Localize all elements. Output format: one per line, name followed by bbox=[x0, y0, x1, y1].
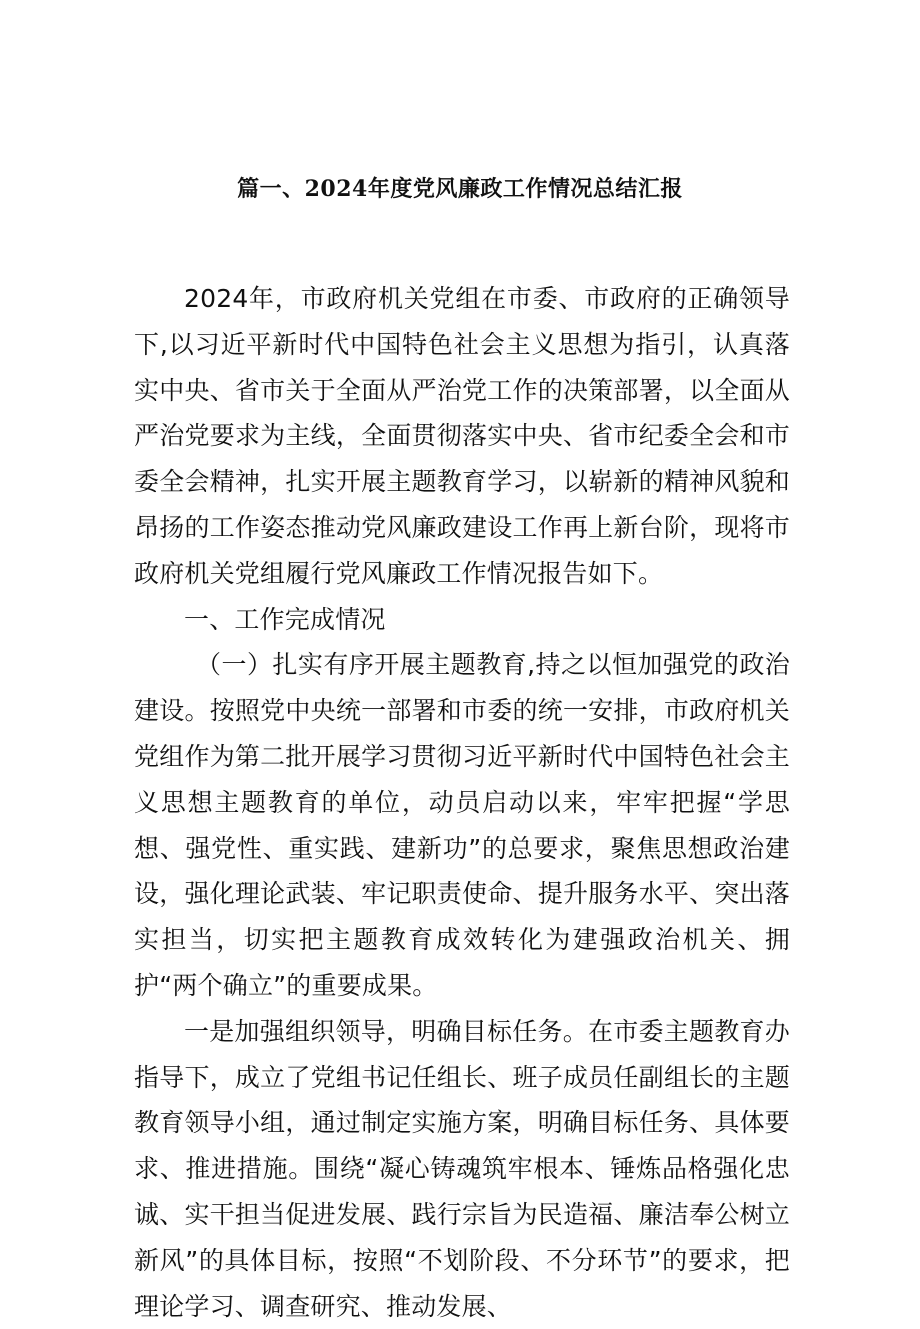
body-paragraph: 一是加强组织领导，明确目标任务。在市委主题教育办指导下，成立了党组书记任组长、班子成员任副组长的主题教育领导小组，通过制定实施方案，明确目标任务、具体要求、推进措施。围绕“凝心铸魂筑牢根本、锤炼品格强化忠诚、实干担当促进发展、践行宗旨为民造福、廉洁奉公树立新风”的具体目标，按照“不划阶段、不分环节”的要求，把理论学习、调查研究、推动发展、 bbox=[134, 1016, 790, 1321]
section-heading: 一、工作完成情况 bbox=[184, 604, 386, 634]
document-body bbox=[134, 276, 790, 1329]
intro-paragraph: 2024年，市政府机关党组在市委、市政府的正确领导下,以习近平新时代中国特色社会主义思想为指引，认真落实中央、省市关于全面从严治党工作的决策部署，以全面从严治党要求为主线，全面贯彻落实中央、省市纪委全会和市委全会精神，扎实开展主题教育学习，以崭新的精神风貌和昂扬的工作姿态推动党风廉政建设工作再上新台阶，现将市政府机关党组履行党风廉政工作情况报告如下。 bbox=[134, 284, 790, 588]
subsection-paragraph: （一）扎实有序开展主题教育,持之以恒加强党的政治建设。按照党中央统一部署和市委的统一安排，市政府机关党组作为第二批开展学习贯彻习近平新时代中国特色社会主义思想主题教育的单位，动员启动以来，牢牢把握“学思想、强党性、重实践、建新功”的总要求，聚焦思想政治建设，强化理论武装、牢记职责使命、提升服务水平、突出落实担当，切实把主题教育成效转化为建强政治机关、拥护“两个确立”的重要成果。 bbox=[134, 650, 790, 1000]
document-title: 篇一、2024年度党风廉政工作情况总结汇报 bbox=[237, 176, 683, 202]
